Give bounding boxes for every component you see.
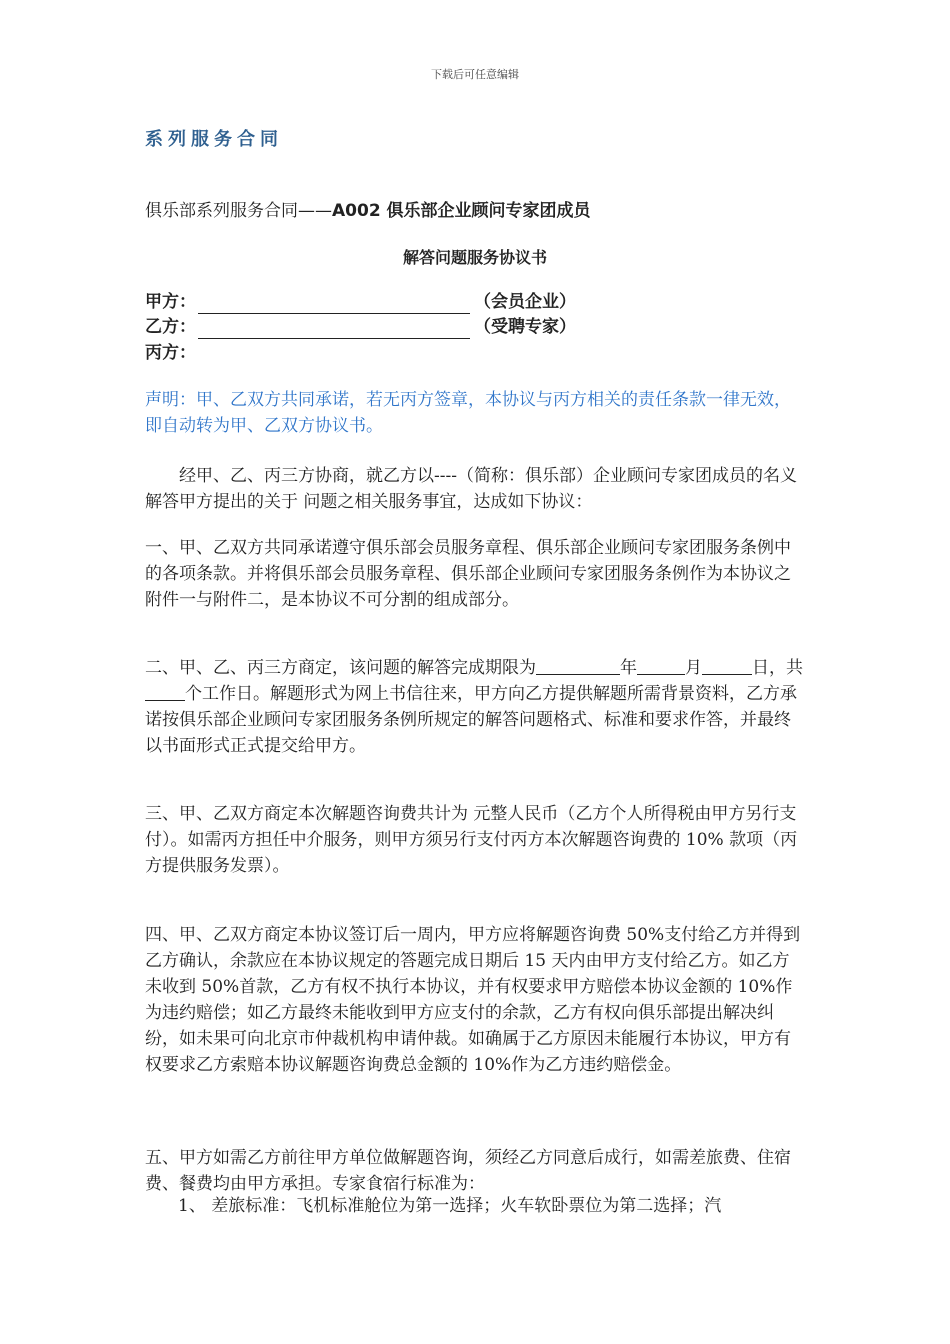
year-blank[interactable] bbox=[536, 656, 620, 675]
party-b-label: 乙方： bbox=[145, 317, 196, 337]
year-label: 年 bbox=[620, 658, 637, 678]
party-b-note: （受聘专家） bbox=[474, 317, 576, 337]
party-b-row bbox=[145, 315, 576, 339]
month-blank[interactable] bbox=[637, 656, 685, 675]
clause-5-item-1: 1、 差旅标准：飞机标准舱位为第一选择；火车软卧票位为第二选择；汽 bbox=[178, 1196, 722, 1216]
party-a-blank[interactable] bbox=[198, 295, 470, 314]
party-c-label: 丙方： bbox=[145, 343, 196, 363]
party-c-row bbox=[145, 341, 196, 365]
day-blank[interactable] bbox=[702, 656, 752, 675]
clause-2-text-2: 个工作日。解题形式为网上书信往来，甲方向乙方提供解题所需背景资料，乙方承诺按俱乐部企业顾问专家团服务条例所规定的解答问题格式、标准和要求作答，并最终以书面形式正式提交给甲方。 bbox=[145, 684, 797, 756]
workdays-blank[interactable] bbox=[145, 682, 185, 701]
contract-subtitle bbox=[145, 196, 591, 221]
clause-2-text-1: 二、甲、乙、丙三方商定，该问题的解答完成期限为 bbox=[145, 658, 536, 678]
clause-2 bbox=[145, 655, 805, 759]
header-note: 下载后可任意编辑 bbox=[431, 68, 519, 81]
party-b-blank[interactable] bbox=[198, 320, 470, 339]
clause-5: 五、甲方如需乙方前往甲方单位做解题咨询，须经乙方同意后成行，如需差旅费、住宿费、餐费均由甲方承担。专家食宿行标准为： bbox=[145, 1148, 791, 1194]
month-label: 月 bbox=[685, 658, 702, 678]
party-a-row bbox=[145, 290, 576, 314]
clause-3: 三、甲、乙双方商定本次解题咨询费共计为 元整人民币（乙方个人所得税由甲方另行支付）。如需丙方担任中介服务，则甲方须另行支付丙方本次解题咨询费的 10% 款项（丙方提供服务发票）。 bbox=[145, 804, 798, 876]
document-title: 系列服务合同 bbox=[145, 129, 283, 150]
intro-paragraph: 经甲、乙、丙三方协商，就乙方以----（简称：俱乐部）企业顾问专家团成员的名义解答甲方提出的关于 问题之相关服务事宜，达成如下协议： bbox=[145, 466, 797, 512]
agreement-title: 解答问题服务协议书 bbox=[402, 248, 547, 267]
clause-1: 一、甲、乙双方共同承诺遵守俱乐部会员服务章程、俱乐部企业顾问专家团服务条例中的各项条款。并将俱乐部会员服务章程、俱乐部企业顾问专家团服务条例作为本协议之附件一与附件二，是本协议不可分割的组成部分。 bbox=[145, 538, 791, 610]
day-label: 日，共 bbox=[752, 658, 803, 678]
clause-4: 四、甲、乙双方商定本协议签订后一周内，甲方应将解题咨询费 50%支付给乙方并得到乙方确认，余款应在本协议规定的答题完成日期后 15 天内由甲方支付给乙方。如乙方未收到 50%首款，乙方有权不执行本协议，并有权要求甲方赔偿本协议金额的 10%作为违约赔偿；如乙方最终未能收到甲方应支付的余款，乙方有权向俱乐部提出解决纠纷，如未果可向北京市仲裁机构申请仲裁。如确属于乙方原因未能履行本协议，甲方有权要求乙方索赔本协议解题咨询费总金额的 10%作为乙方违约赔偿金。 bbox=[145, 925, 801, 1075]
statement-paragraph: 声明：甲、乙双方共同承诺，若无丙方签章，本协议与丙方相关的责任条款一律无效，即自动转为甲、乙双方协议书。 bbox=[145, 390, 791, 436]
party-a-note: （会员企业） bbox=[474, 292, 576, 312]
subtitle-bold: A002 俱乐部企业顾问专家团成员 bbox=[332, 201, 591, 221]
party-a-label: 甲方： bbox=[145, 292, 196, 312]
subtitle-prefix: 俱乐部系列服务合同—— bbox=[145, 201, 332, 221]
